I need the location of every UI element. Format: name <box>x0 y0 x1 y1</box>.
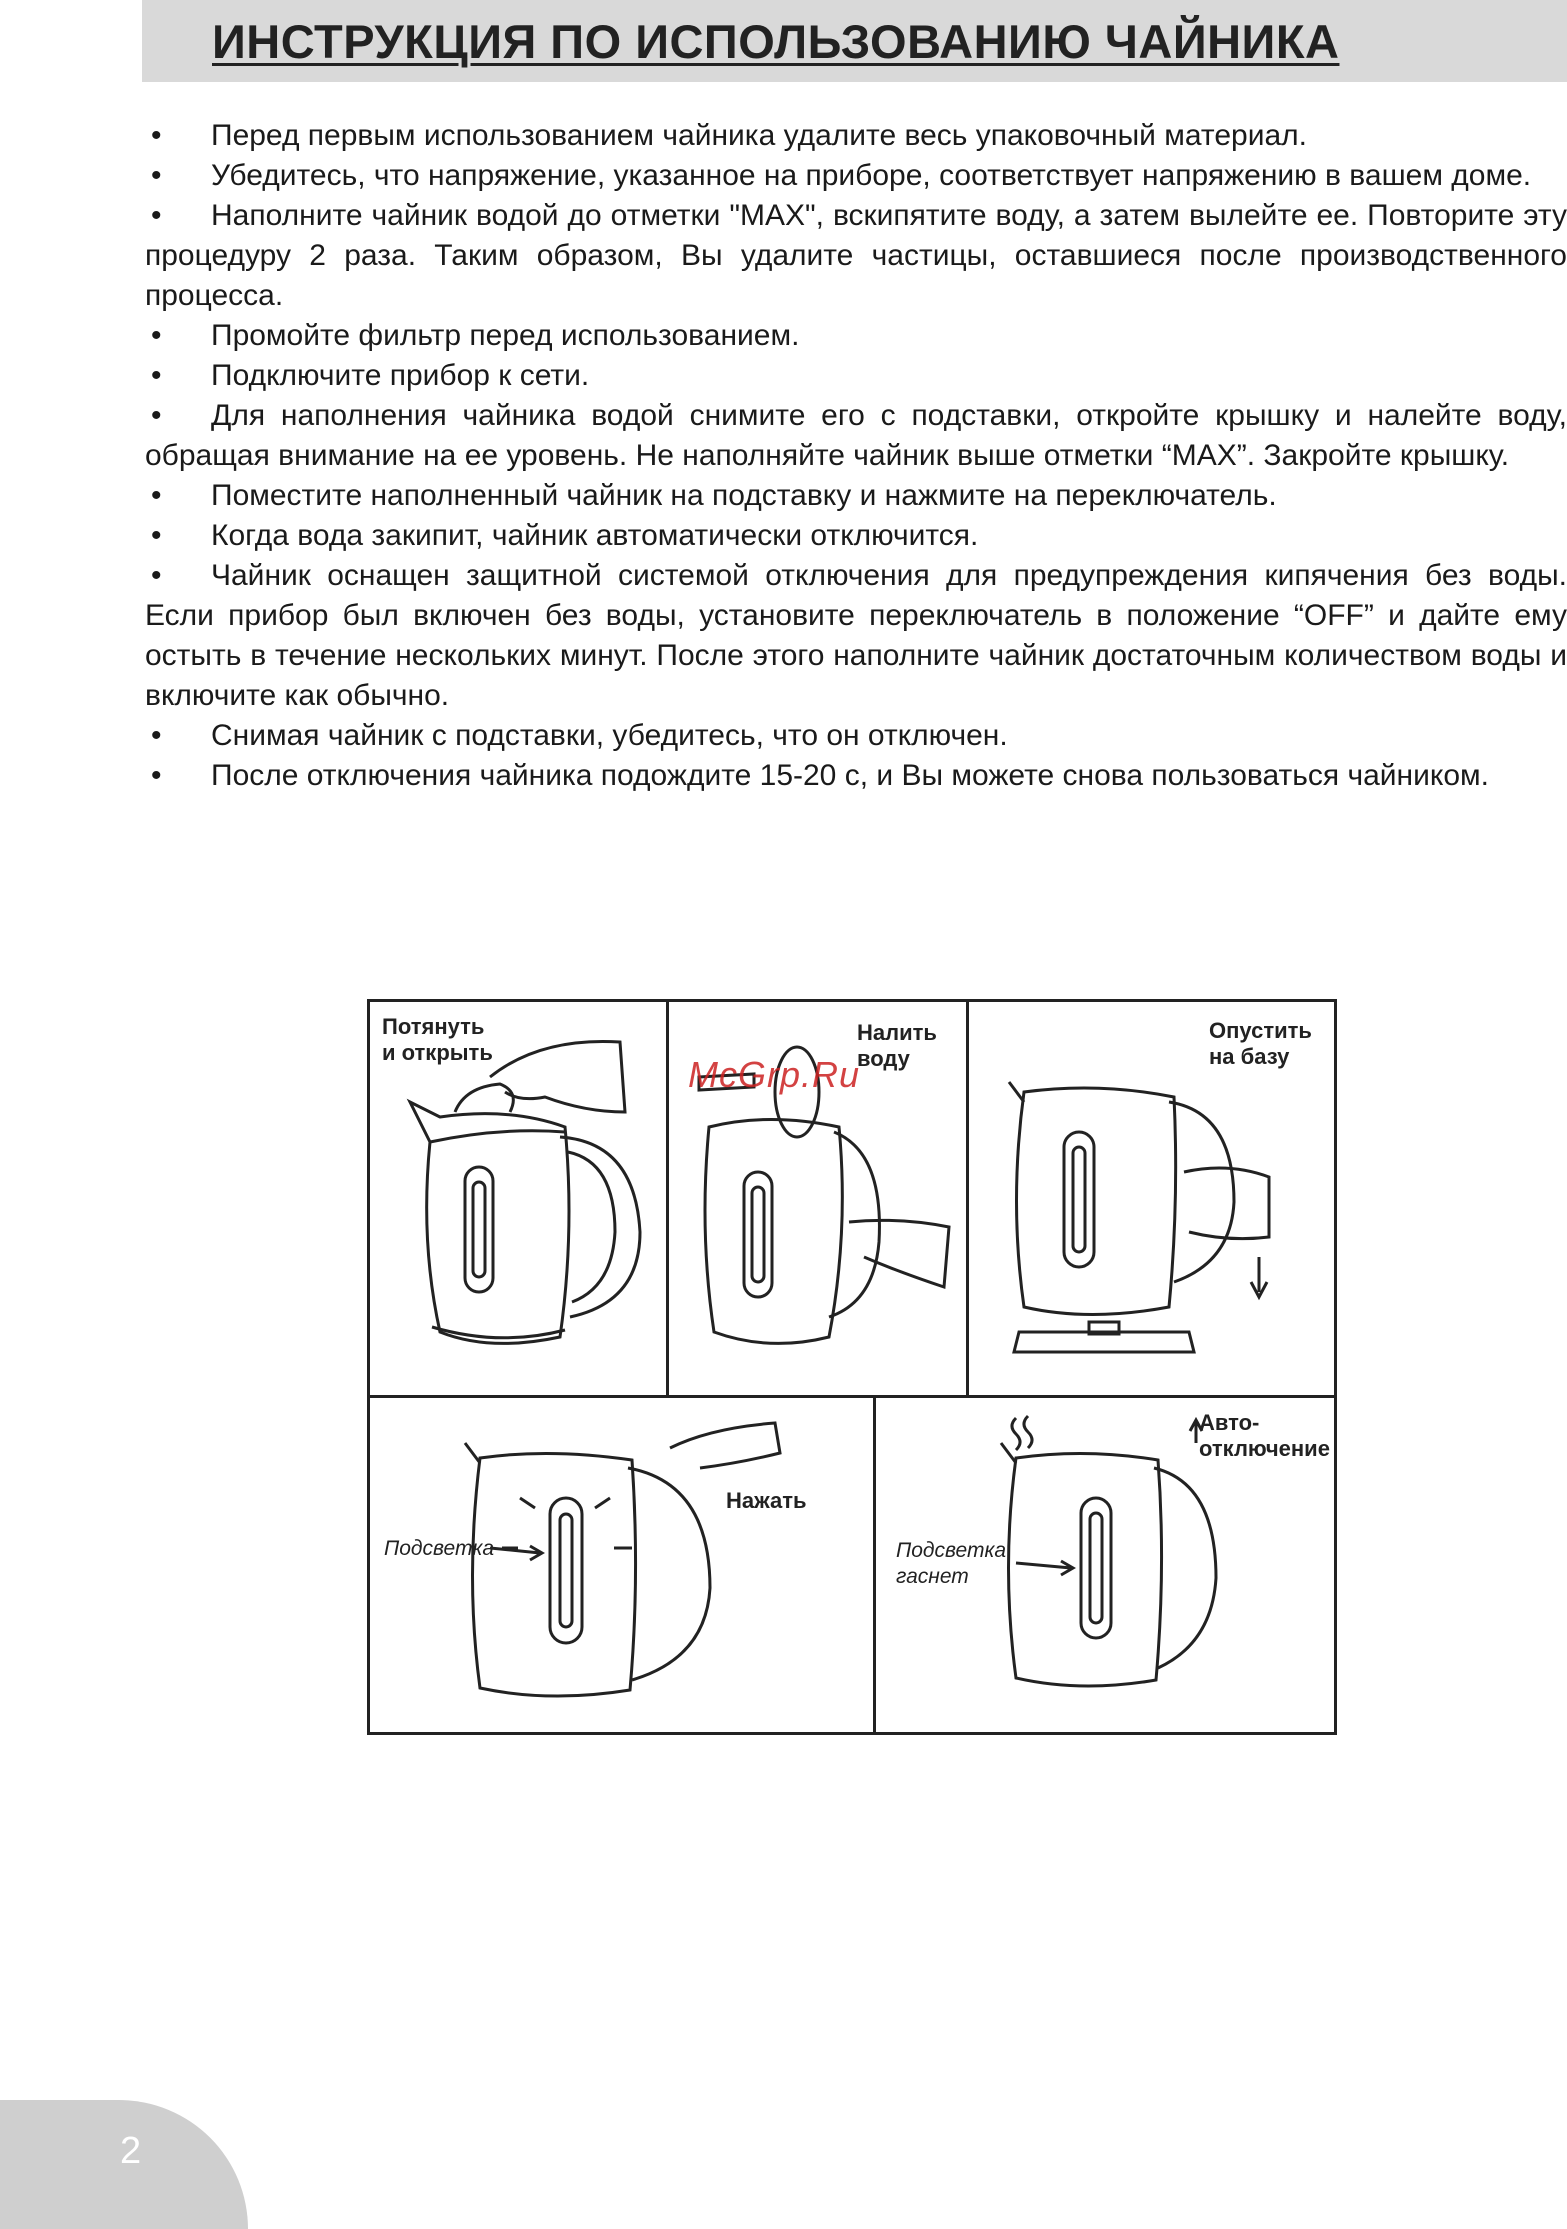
instruction-item <box>145 516 1567 556</box>
bullet: • <box>151 479 162 512</box>
instruction-text: Перед первым использованием чайника удалите весь упаковочный материал. <box>211 119 1307 152</box>
instruction-item <box>145 396 1567 476</box>
instruction-text: Чайник оснащен защитной системой отключения для предупреждения кипячения без воды. Если прибор был включен без воды, установите переключатель в положение “OFF” и дайте ему остыть в течение нескольких минут. После этого наполните чайник достаточным количеством воды и включите как обычно. <box>145 559 1567 712</box>
panel-press-switch <box>370 1398 873 1732</box>
bullet: • <box>151 119 162 152</box>
title-bar <box>142 0 1567 82</box>
instruction-item <box>145 716 1567 756</box>
label-auto-line2: отключение <box>1199 1436 1330 1461</box>
panel-place-on-base <box>969 1002 1334 1395</box>
panel-open-lid <box>370 1002 666 1395</box>
instruction-text: Убедитесь, что напряжение, указанное на приборе, соответствует напряжению в вашем доме. <box>211 159 1532 192</box>
bullet: • <box>151 559 162 592</box>
instruction-item <box>145 316 1567 356</box>
label-auto-line1: Авто- <box>1199 1410 1260 1435</box>
page-number: 2 <box>120 2130 142 2172</box>
bullet: • <box>151 319 162 352</box>
instruction-item <box>145 116 1567 156</box>
label-backlight-off-line1: Подсветка <box>896 1539 1007 1562</box>
instruction-item <box>145 356 1567 396</box>
label-base-line2: на базу <box>1209 1044 1290 1069</box>
instruction-text: После отключения чайника подождите 15-20 с, и Вы можете снова пользоваться чайником. <box>211 759 1489 792</box>
bullet: • <box>151 399 162 432</box>
bullet: • <box>151 719 162 752</box>
instruction-item <box>145 556 1567 716</box>
instruction-text: Для наполнения чайника водой снимите его с подставки, откройте крышку и налейте воду, обращая внимание на ее уровень. Не наполняйте чайник выше отметки “MAX”. Закройте крышку. <box>145 399 1567 472</box>
instruction-item <box>145 476 1567 516</box>
instruction-item <box>145 196 1567 316</box>
instruction-item <box>145 756 1567 796</box>
instruction-list <box>145 116 1567 796</box>
bullet: • <box>151 159 162 192</box>
label-open-line1: Потянуть <box>382 1014 485 1039</box>
instruction-text: Снимая чайник с подставки, убедитесь, что он отключен. <box>211 719 1008 752</box>
label-open-line2: и открыть <box>382 1040 493 1065</box>
page-title: ИНСТРУКЦИЯ ПО ИСПОЛЬЗОВАНИЮ ЧАЙНИКА <box>212 15 1340 68</box>
instruction-text: Наполните чайник водой до отметки "MAX", вскипятите воду, а затем вылейте ее. Повторите эту процедуру 2 раза. Таким образом, Вы удалите частицы, оставшиеся после производственного процесса. <box>145 199 1567 312</box>
instruction-text: Поместите наполненный чайник на подставку и нажмите на переключатель. <box>211 479 1277 512</box>
bullet: • <box>151 519 162 552</box>
instruction-text: Когда вода закипит, чайник автоматически отключится. <box>211 519 979 552</box>
label-backlight-off-line2: гаснет <box>896 1565 969 1588</box>
bullet: • <box>151 759 162 792</box>
bullet: • <box>151 199 162 232</box>
kettle-press-switch-illustration <box>370 1398 873 1732</box>
watermark: McGrp.Ru <box>688 1054 861 1095</box>
label-fill-line2: воду <box>857 1046 910 1071</box>
instruction-item <box>145 156 1567 196</box>
instruction-text: Подключите прибор к сети. <box>211 359 590 392</box>
label-base-line1: Опустить <box>1209 1018 1312 1043</box>
panel-auto-off <box>876 1398 1334 1732</box>
label-fill-line1: Налить <box>857 1020 937 1045</box>
usage-illustration <box>367 999 1337 1735</box>
label-press: Нажать <box>726 1488 807 1513</box>
label-backlight: Подсветка <box>384 1537 495 1560</box>
instruction-text: Промойте фильтр перед использованием. <box>211 319 800 352</box>
bullet: • <box>151 359 162 392</box>
